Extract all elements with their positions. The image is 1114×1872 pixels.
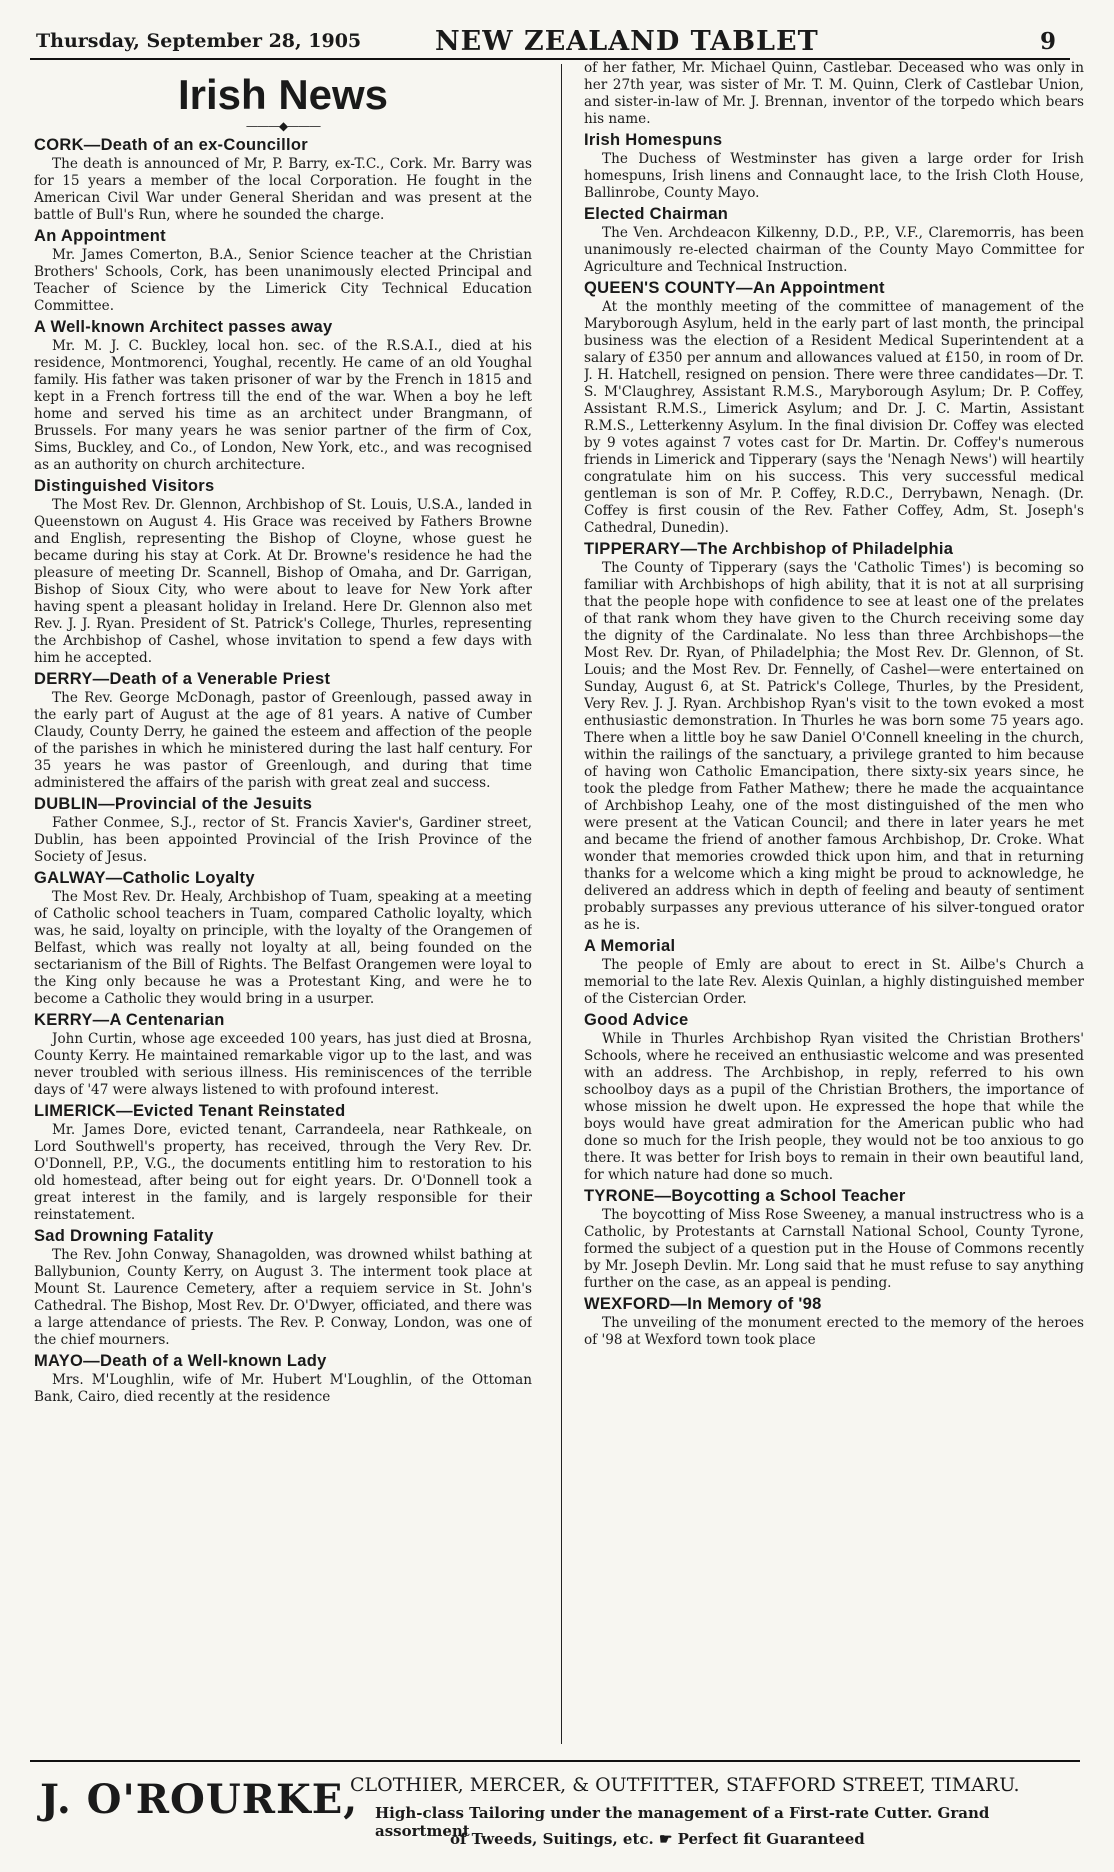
article-paragraph: Father Conmee, S.J., rector of St. Francis Xavier's, Gardiner street, Dublin, has been appointed Provincial of the Irish Province of the Society of Jesus. bbox=[34, 815, 532, 865]
article-paragraph: The Duchess of Westminster has given a large order for Irish homespuns, Irish linens and Connaught lace, to the Irish Cloth House, Ballinrobe, County Mayo. bbox=[584, 151, 1084, 201]
article-paragraph: The Ven. Archdeacon Kilkenny, D.D., P.P., V.F., Claremorris, has been unanimously re-elected chairman of the County Mayo Committee for Agriculture and Technical Instruction. bbox=[584, 225, 1084, 275]
article bbox=[34, 1011, 532, 1099]
article-paragraph: Mr. James Dore, evicted tenant, Carrandeela, near Rathkeale, on Lord Southwell's property, has received, through the Very Rev. Dr. O'Donnell, P.P., V.G., the documents entitling him to restoration to his old homestead, after being out for eight years. Dr. O'Donnell took a great interest in the family, and is largely responsible for their reinstatement. bbox=[34, 1122, 532, 1223]
left-column bbox=[34, 60, 532, 1748]
article-heading: Good Advice bbox=[584, 1011, 689, 1029]
article-paragraph: The Rev. John Conway, Shanagolden, was drowned whilst bathing at Ballybunion, County Kerry, on August 3. The interment took place at Mount St. Laurence Cemetery, after a requiem service in St. John's Cathedral. The Bishop, Most Rev. Dr. O'Dwyer, officiated, and there was a large attendance of priests. The Rev. P. Conway, London, was one of the chief mourners. bbox=[34, 1247, 532, 1348]
article-paragraph: of her father, Mr. Michael Quinn, Castlebar. Deceased who was only in her 27th year, was sister of Mr. T. M. Quinn, Clerk of Castlebar Union, and sister-in-law of Mr. J. Brennan, inventor of the torpedo which bears his name. bbox=[584, 60, 1084, 127]
article-paragraph: The people of Emly are about to erect in St. Ailbe's Church a memorial to the late Rev. Alexis Quinlan, a highly distinguished member of the Cistercian Order. bbox=[584, 957, 1084, 1007]
article bbox=[34, 795, 532, 866]
article-heading: An Appointment bbox=[34, 227, 166, 245]
advertiser-tagline: High-class Tailoring under the management of a First-rate Cutter. Grand assortment bbox=[375, 1804, 990, 1840]
advertiser-name: J. O'ROURKE, bbox=[40, 1776, 359, 1823]
article bbox=[34, 1352, 532, 1406]
page-header bbox=[30, 28, 1070, 60]
article-heading: TIPPERARY—The Archbishop of Philadelphia bbox=[584, 540, 954, 558]
article-heading: DERRY—Death of a Venerable Priest bbox=[34, 670, 331, 688]
advertisement-footer bbox=[30, 1760, 1080, 1862]
article-paragraph: The County of Tipperary (says the 'Catholic Times') is becoming so familiar with Archbishops of high ability, that it is not at all surprising that the people hope with confidence to see at least one of the prelates of that rank whom they have given to the Church receiving some day the dignity of the Cardinalate. No less than three Archbishops—the Most Rev. Dr. Ryan, of Philadelphia; the Most Rev. Dr. Glennon, of St. Louis; and the Most Rev. Dr. Fennelly, of Cashel—were entertained on Sunday, August 6, at St. Patrick's College, Thurles, by the President, Very Rev. J. J. Ryan. Archbishop Ryan's visit to the town evoked a most enthusiastic demonstration. In Thurles he was born some 75 years ago. There when a little boy he saw Daniel O'Connell kneeling in the church, within the railings of the sanctuary, a privilege granted to him because of having won Catholic Emancipation, there sixty-six years since, he took the pledge from Father Mathew; there he made the acquaintance of Archbishop Leahy, one of the most distinguished of the men who were present at the Vatican Council; and there in later years he met and became the friend of another famous Archbishop, Dr. Croke. What wonder that memories crowded thick upon him, and that in returning thanks for a welcome which a king might be proud to acknowledge, he delivered an address which in depth of feeling and beauty of sentiment probably surpasses any previous utterance of his silver-tongued orator as he is. bbox=[584, 560, 1084, 933]
article-heading: Sad Drowning Fatality bbox=[34, 1227, 214, 1245]
article-heading: DUBLIN—Provincial of the Jesuits bbox=[34, 795, 313, 813]
article bbox=[34, 1102, 532, 1224]
article-heading: A Memorial bbox=[584, 937, 676, 955]
article bbox=[584, 279, 1084, 537]
article-paragraph: At the monthly meeting of the committee of management of the Maryborough Asylum, held in the early part of last month, the principal business was the election of a Resident Medical Superintendent at a salary of £350 per annum and allowances valued at £150, in room of Dr. J. H. Hatchell, resigned on pension. There were three candidates—Dr. T. S. M'Claughrey, Assistant R.M.S., Maryborough Asylum; Dr. P. Coffey, Assistant R.M.S., Limerick Asylum; and Dr. J. C. Martin, Assistant R.M.S., Letterkenny Asylum. In the final division Dr. Coffey was elected by 9 votes against 7 votes cast for Dr. Martin. Dr. Coffey's numerous friends in Limerick and Tipperary (says the 'Nenagh News') will heartily congratulate him on his success. This very successful medical gentleman is son of Mr. P. Coffey, R.D.C., Derrybawn, Nenagh. (Dr. Coffey is first cousin of the Rev. Father Coffey, Adm, St. Joseph's Cathedral, Dunedin). bbox=[584, 299, 1084, 536]
article-heading: CORK—Death of an ex-Councillor bbox=[34, 136, 308, 154]
article bbox=[584, 60, 1084, 128]
article bbox=[584, 1295, 1084, 1349]
issue-date: Thursday, September 28, 1905 bbox=[36, 30, 362, 52]
article bbox=[34, 869, 532, 1008]
article bbox=[584, 540, 1084, 934]
article-paragraph: The Most Rev. Dr. Glennon, Archbishop of St. Louis, U.S.A., landed in Queenstown on August 4. His Grace was received by Fathers Browne and English, representing the Bishop of Cloyne, whose guest he became during his stay at Cork. At Dr. Browne's residence he had the pleasure of meeting Dr. Scannell, Bishop of Omaha, and Dr. Garrigan, Bishop of Sioux City, who were about to leave for New York after having spent a pleasant holiday in Ireland. Here Dr. Glennon also met Rev. J. J. Ryan. President of St. Patrick's College, Thurles, representing the Archbishop of Cashel, whose invitation to spend a few days with him he accepted. bbox=[34, 497, 532, 666]
article-heading: Distinguished Visitors bbox=[34, 477, 215, 495]
article-paragraph: Mr. James Comerton, B.A., Senior Science teacher at the Christian Brothers' Schools, Cork, has been unanimously elected Principal and Teacher of Science by the Limerick City Technical Education Committee. bbox=[34, 247, 532, 314]
article-heading: TYRONE—Boycotting a School Teacher bbox=[584, 1187, 906, 1205]
article bbox=[34, 136, 532, 224]
advertiser-trade: CLOTHIER, MERCER, & OUTFITTER, STAFFORD STREET, TIMARU. bbox=[350, 1774, 1020, 1796]
article-heading: GALWAY—Catholic Loyalty bbox=[34, 869, 255, 887]
article bbox=[584, 131, 1084, 202]
article-paragraph: The Rev. George McDonagh, pastor of Greenlough, passed away in the early part of August at the age of 81 years. A native of Cumber Claudy, County Derry, he gained the esteem and affection of the people of the parishes in which he ministered during the last half century. For 35 years he was pastor of Greenlough, and during that time administered the affairs of the parish with great zeal and success. bbox=[34, 690, 532, 791]
masthead-ornament: ———◆——— bbox=[245, 119, 321, 133]
article-heading: KERRY—A Centenarian bbox=[34, 1011, 225, 1029]
article-paragraph: The boycotting of Miss Rose Sweeney, a manual instructress who is a Catholic, by Protestants at Carnstall National School, County Tyrone, formed the subject of a question put in the House of Commons recently by Mr. Joseph Devlin. Mr. Long said that he must refuse to say anything further on the case, as an appeal is pending. bbox=[584, 1207, 1084, 1291]
section-masthead: Irish News bbox=[177, 71, 389, 118]
article bbox=[584, 205, 1084, 276]
article bbox=[34, 670, 532, 792]
article bbox=[34, 1227, 532, 1349]
article-paragraph: Mr. M. J. C. Buckley, local hon. sec. of the R.S.A.I., died at his residence, Montmorenci, Youghal, recently. He came of an old Youghal family. His father was taken prisoner of war by the French in 1815 and kept in a French fortress till the end of the war. When a boy he left home and served his time as an architect under Brangmann, of Brussels. For many years he was senior partner of the firm of Cox, Sims, Buckley, and Co., of London, New York, etc., and was recognised as an authority on church architecture. bbox=[34, 338, 532, 473]
article-heading: LIMERICK—Evicted Tenant Reinstated bbox=[34, 1102, 346, 1120]
article-paragraph: John Curtin, whose age exceeded 100 years, has just died at Brosna, County Kerry. He maintained remarkable vigor up to the last, and was never troubled with serious illness. His reminiscences of the terrible days of '47 were always listened to with profound interest. bbox=[34, 1031, 532, 1098]
article bbox=[584, 1187, 1084, 1292]
article bbox=[34, 318, 532, 474]
article-heading: Elected Chairman bbox=[584, 205, 729, 223]
right-column bbox=[584, 60, 1084, 1748]
article-heading: MAYO—Death of a Well-known Lady bbox=[34, 1352, 327, 1370]
page-number: 9 bbox=[1039, 28, 1056, 55]
article bbox=[34, 477, 532, 667]
column-divider bbox=[561, 64, 562, 1744]
article-paragraph: The Most Rev. Dr. Healy, Archbishop of Tuam, speaking at a meeting of Catholic school teachers in Tuam, compared Catholic loyalty, which was, he said, loyalty on principle, with the loyalty of the Orangemen of Belfast, which was really not loyalty at all, being founded on the sectarianism of the Bill of Rights. The Belfast Orangemen were loyal to the King only because he was a Protestant King, and were he to become a Catholic they would bring in a usurper. bbox=[34, 889, 532, 1007]
article-paragraph: The unveiling of the monument erected to the memory of the heroes of '98 at Wexford town took place bbox=[584, 1315, 1084, 1348]
newspaper-title: NEW ZEALAND TABLET bbox=[435, 26, 819, 57]
article-paragraph: Mrs. M'Loughlin, wife of Mr. Hubert M'Loughlin, of the Ottoman Bank, Cairo, died recently at the residence bbox=[34, 1372, 532, 1405]
article-heading: A Well-known Architect passes away bbox=[34, 318, 333, 336]
article-heading: Irish Homespuns bbox=[584, 131, 723, 149]
article bbox=[34, 227, 532, 315]
article bbox=[584, 937, 1084, 1008]
article-paragraph: The death is announced of Mr, P. Barry, ex-T.C., Cork. Mr. Barry was for 15 years a member of the local Corporation. He fought in the American Civil War under General Sheridan and was present at the battle of Bull's Run, where he sounded the charge. bbox=[34, 156, 532, 223]
article bbox=[584, 1011, 1084, 1184]
article-paragraph: While in Thurles Archbishop Ryan visited the Christian Brothers' Schools, where he received an enthusiastic welcome and was presented with an address. The Archbishop, in reply, referred to his own schoolboy days as a pupil of the Christian Brothers, the importance of whose mission he dwelt upon. He expressed the hope that while the boys would have great admiration for the American public who had done so much for the Irish people, they would not be too anxious to go there. It was better for Irish boys to remain in their own beautiful land, for which nature had done so much. bbox=[584, 1031, 1084, 1183]
article-heading: WEXFORD—In Memory of '98 bbox=[584, 1295, 822, 1313]
article-heading: QUEEN'S COUNTY—An Appointment bbox=[584, 279, 885, 297]
advertiser-guarantee: of Tweeds, Suitings, etc. ☛ Perfect fit Guaranteed bbox=[450, 1830, 865, 1848]
